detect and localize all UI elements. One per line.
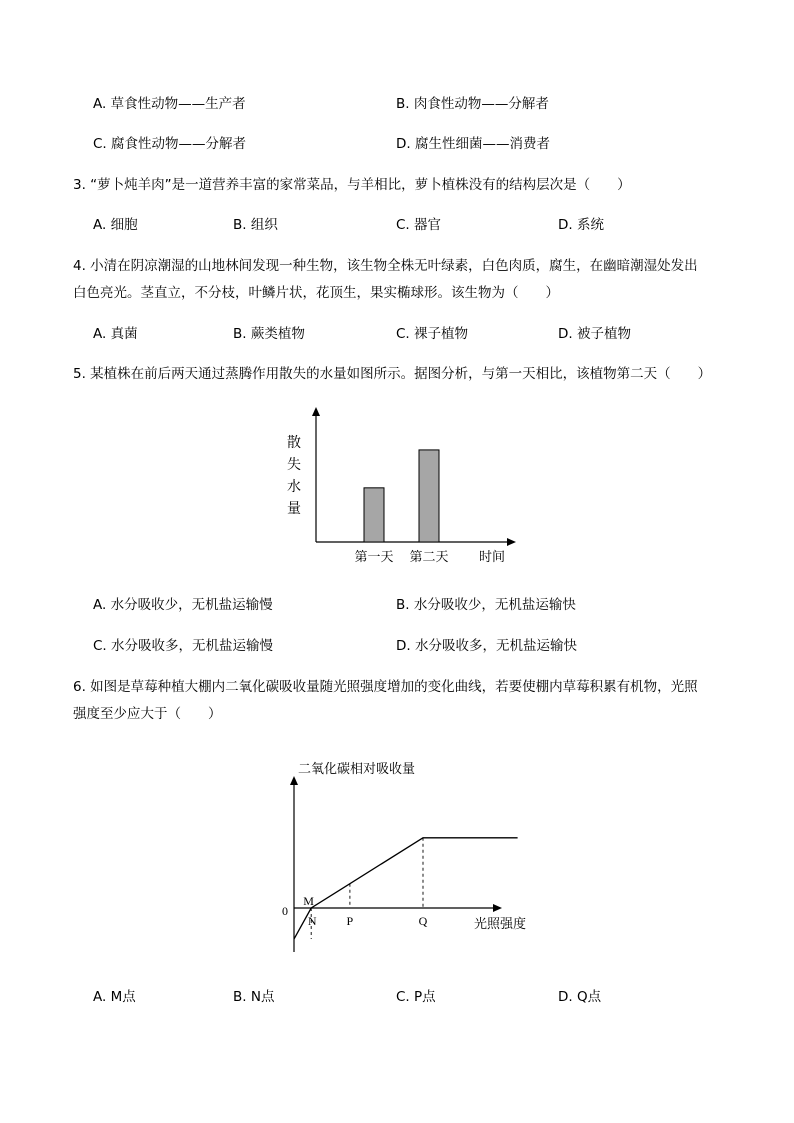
q3-option-b: B. 组织 [233, 217, 278, 233]
q6-option-a: A. M点 [93, 989, 136, 1005]
q4-stem-line1: 4. 小清在阴凉潮湿的山地林间发现一种生物，该生物全株无叶绿素，白色肉质，腐生，在幽暗潮湿处发出 [73, 258, 698, 274]
chart1-x-arrow [507, 538, 516, 546]
q3-option-c: C. 器官 [396, 217, 442, 233]
chart2-x-arrow [493, 904, 502, 912]
q3-option-d: D. 系统 [558, 217, 604, 233]
chart1-category-label-1: 第一天 [354, 550, 394, 565]
co2-absorption-line-chart [270, 752, 560, 962]
q6-option-d: D. Q点 [558, 989, 602, 1005]
q3-option-a: A. 细胞 [93, 217, 138, 233]
chart1-y-arrow [312, 407, 320, 416]
q2-option-c: C. 腐食性动物——分解者 [93, 136, 247, 152]
q6-option-c: C. P点 [396, 989, 436, 1005]
q3-stem: 3. “萝卜炖羊肉”是一道营养丰富的家常菜品，与羊相比，萝卜植株没有的结构层次是（ ） [73, 177, 631, 193]
chart2-marker-label-m: M [303, 894, 314, 908]
chart2-origin-label: 0 [282, 904, 288, 918]
q6-option-b: B. N点 [233, 989, 275, 1005]
q2-option-b: B. 肉食性动物——分解者 [396, 96, 549, 112]
chart1-bar-1 [364, 488, 384, 542]
q5-option-b: B. 水分吸收少，无机盐运输快 [396, 597, 576, 613]
q4-option-d: D. 被子植物 [558, 326, 631, 342]
q4-option-c: C. 裸子植物 [396, 326, 469, 342]
chart2-marker-label-q: Q [418, 914, 428, 928]
q5-option-a: A. 水分吸收少，无机盐运输慢 [93, 597, 273, 613]
q4-stem-line2: 白色亮光。茎直立，不分枝，叶鳞片状，花顶生，果实椭球形。该生物为（ ） [73, 285, 559, 301]
q6-stem-line2: 强度至少应大于（ ） [73, 706, 222, 722]
q5-option-d: D. 水分吸收多，无机盐运输快 [396, 638, 577, 654]
transpiration-bar-chart [270, 400, 540, 575]
q2-option-a: A. 草食性动物——生产者 [93, 96, 246, 112]
q2-option-d: D. 腐生性细菌——消费者 [396, 136, 550, 152]
chart1-x-label: 时间 [478, 550, 506, 565]
q4-option-a: A. 真菌 [93, 326, 138, 342]
chart2-x-label: 光照强度 [474, 917, 527, 932]
chart1-category-label-2: 第二天 [409, 550, 449, 565]
chart2-marker-label-p: P [346, 914, 354, 928]
chart2-y-label: 二氧化碳相对吸收量 [298, 762, 416, 777]
chart1-y-label-char-4: 量 [287, 501, 301, 517]
chart1-y-label-char-3: 水 [287, 479, 301, 495]
chart2-y-arrow [290, 776, 298, 785]
q5-option-c: C. 水分吸收多，无机盐运输慢 [93, 638, 274, 654]
chart1-y-label-char-1: 散 [287, 435, 301, 451]
q5-stem: 5. 某植株在前后两天通过蒸腾作用散失的水量如图所示。据图分析，与第一天相比，该植物第二天（ ） [73, 366, 712, 382]
q4-option-b: B. 蕨类植物 [233, 326, 305, 342]
q6-stem-line1: 6. 如图是草莓种植大棚内二氧化碳吸收量随光照强度增加的变化曲线，若要使棚内草莓积累有机物，光照 [73, 679, 698, 695]
chart1-bar-2 [419, 450, 439, 542]
chart1-y-label-char-2: 失 [287, 457, 301, 473]
chart2-marker-label-n: N [307, 914, 317, 928]
